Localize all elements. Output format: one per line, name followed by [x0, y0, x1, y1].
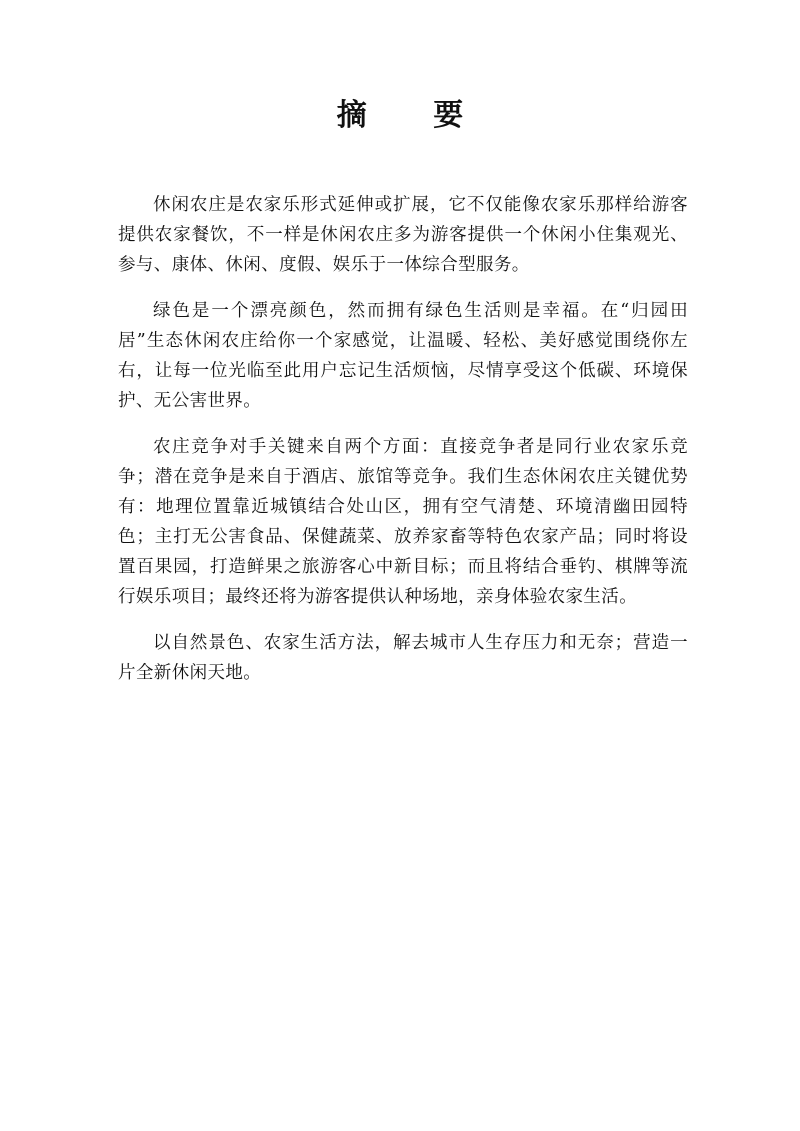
paragraph: 绿色是一个漂亮颜色，然而拥有绿色生活则是幸福。在“归园田居”生态休闲农庄给你一个家感觉，让温暖、轻松、美好感觉围绕你左右，让每一位光临至此用户忘记生活烦恼，尽情享受这个低碳、环境保护、无公害世界。: [118, 301, 688, 411]
paragraph: 休闲农庄是农家乐形式延伸或扩展，它不仅能像农家乐那样给游客提供农家餐饮，不一样是休闲农庄多为游客提供一个休闲小住集观光、参与、康体、休闲、度假、娱乐于一体综合型服务。: [118, 195, 688, 275]
abstract-body: [118, 190, 688, 704]
page-title: 摘 要: [336, 98, 492, 133]
paragraph: 以自然景色、农家生活方法，解去城市人生存压力和无奈；营造一片全新休闲天地。: [118, 633, 688, 683]
paragraph: 农庄竞争对手关键来自两个方面：直接竞争者是同行业农家乐竞争；潜在竞争是来自于酒店、旅馆等竞争。我们生态休闲农庄关键优势有：地理位置靠近城镇结合处山区，拥有空气清楚、环境清幽田园特色；主打无公害食品、保健蔬菜、放养家畜等特色农家产品；同时将设置百果园，打造鲜果之旅游客心中新目标；而且将结合垂钓、棋牌等流行娱乐项目；最终还将为游客提供认种场地，亲身体验农家生活。: [118, 437, 688, 607]
